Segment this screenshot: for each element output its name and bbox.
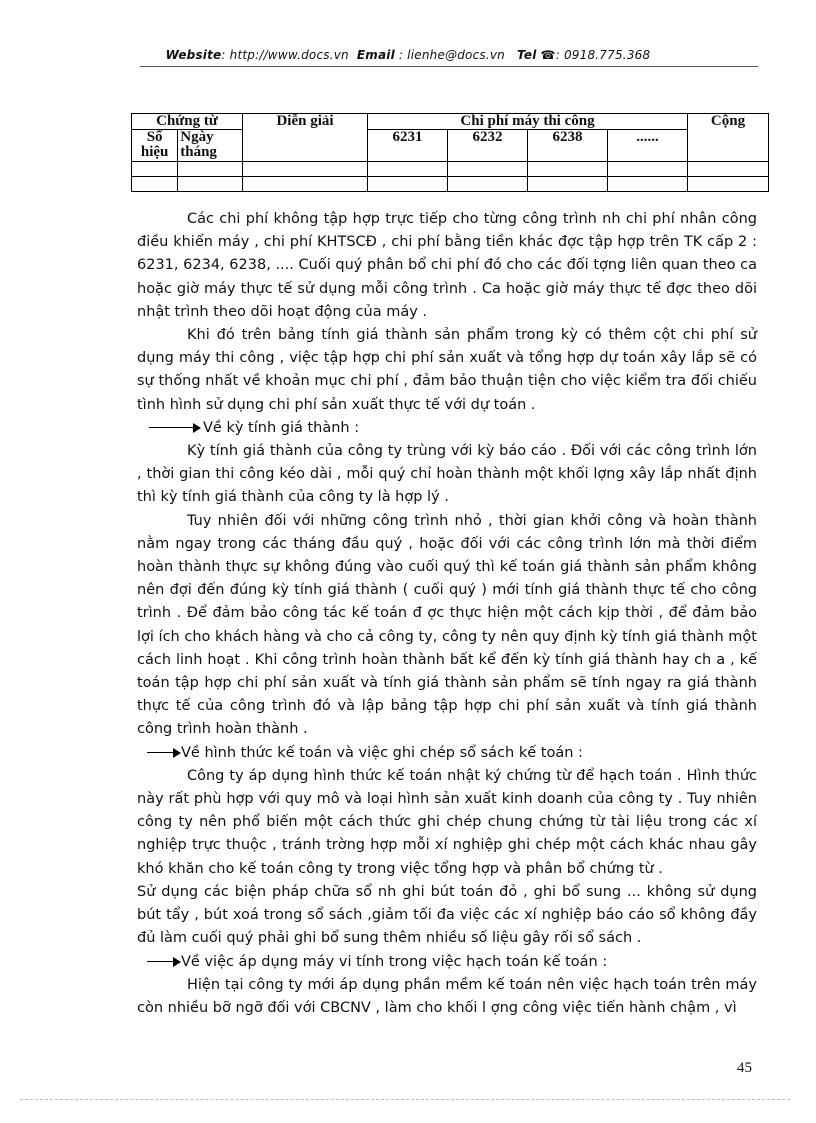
- cost-table: [131, 113, 769, 192]
- website-label: Website: [165, 48, 222, 62]
- paragraph: Các chi phí không tập hợp trực tiếp cho từng công trình nh chi phí nhân công điều khiển máy , chi phí KHTSCĐ , chi phí bằng tiền khác đợc tập hợp trên TK cấp 2 : 6231, 6234, 6238, .... Cuối quý phân bổ chi phí đó cho các đối tợng liên quan theo ca hoặc giờ máy thực tế sử dụng mỗi công trình . Ca hoặc giờ máy thực tế đợc theo dõi nhật trình theo dõi hoạt động của máy .: [137, 211, 757, 320]
- email-value: : lienhe@docs.vn: [398, 48, 505, 62]
- header-6238: 6238: [528, 130, 608, 162]
- tel-value: : 0918.775.368: [555, 48, 651, 62]
- table-row: [132, 162, 769, 177]
- section-heading-ky-tinh-gia-thanh: [137, 417, 757, 440]
- header-chung-tu: Chứng từ: [132, 114, 243, 130]
- header-cong: Cộng: [688, 114, 769, 162]
- section-heading-text: Về việc áp dụng máy vi tính trong việc hạch toán kế toán :: [181, 953, 608, 970]
- paragraph: Hiện tại công ty mới áp dụng phần mềm kế toán nên việc hạch toán trên máy còn nhiều bỡ ngỡ đối với CBCNV , làm cho khối l ợng công việc tiến hành chậm , vì: [137, 976, 757, 1016]
- header-6231: 6231: [368, 130, 448, 162]
- header-6232: 6232: [448, 130, 528, 162]
- header-ngay-thang: Ngày tháng: [178, 130, 243, 162]
- header-so-hieu: Số hiệu: [132, 130, 178, 162]
- section-heading-hinh-thuc-ke-toan: [137, 742, 757, 765]
- arrow-right-icon: [147, 957, 181, 967]
- header-rule: [140, 66, 758, 67]
- arrow-right-icon: [147, 748, 181, 758]
- section-heading-text: Về kỳ tính giá thành :: [203, 419, 360, 436]
- section-heading-text: Về hình thức kế toán và việc ghi chép sổ sách kế toán :: [181, 744, 583, 761]
- paragraph: Sử dụng các biện pháp chữa sổ nh ghi bút toán đỏ , ghi bổ sung ... không sử dụng bút tẩy , bút xoá trong sổ sách ,giảm tối đa việc các xí nghiệp báo cáo sổ không đầy đủ làm cuối quý phải ghi bổ sung thêm nhiều số liệu gây rối sổ sách .: [137, 883, 757, 947]
- table-row: [132, 177, 769, 192]
- document-body: [137, 208, 757, 1020]
- header-chi-phi: Chi phí máy thi công: [368, 114, 688, 130]
- paragraph: Tuy nhiên đối với những công trình nhỏ , thời gian khởi công và hoàn thành nằm ngay trong các tháng đầu quý , hoặc đối với các công trình lớn mà thời điểm hoàn thành thực sự không đúng vào cuối quý thì kế toán giá thành sản phẩm không nên đợi đến đúng kỳ tính giá thành ( cuối quý ) mới tính giá thành thực tế cho công trình . Để đảm bảo công tác kế toán đ ợc thực hiện một cách kịp thời , để đảm bảo lợi ích cho khách hàng và cho cả công ty, công ty nên quy định kỳ tính giá thành một cách linh hoạt . Khi công trình hoàn thành bất kể đến kỳ tính giá thành hay ch a , kế toán tập hợp chi phí sản xuất và tính giá thành sản phẩm sẽ tính ngay ra giá thành thực tế của công trình đó và lập bảng tập hợp chi phí sản xuất và tính giá thành công trình hoàn thành .: [137, 512, 757, 738]
- tel-label: Tel: [517, 48, 537, 62]
- website-value: : http://www.docs.vn: [221, 48, 349, 62]
- footer-rule: [20, 1099, 790, 1100]
- paragraph: Khi đó trên bảng tính giá thành sản phẩm trong kỳ có thêm cột chi phí sử dụng máy thi công , việc tập hợp chi phí sản xuất và tổng hợp dự toán xây lắp sẽ có sự thống nhất về khoản mục chi phí , đảm bảo thuận tiện cho việc kiểm tra đối chiếu tình hình sử dụng chi phí sản xuất thực tế với dự toán .: [137, 327, 757, 413]
- arrow-right-icon: [149, 423, 201, 433]
- header-dien-giai: Diễn giải: [243, 114, 368, 162]
- paragraph: Kỳ tính giá thành của công ty trùng với kỳ báo cáo . Đối với các công trình lớn , thời gian thi công kéo dài , mỗi quý chỉ hoàn thành một khối lợng xây lắp nhất định thì kỳ tính giá thành của công ty là hợp lý .: [137, 443, 757, 506]
- page-number: 45: [737, 1060, 752, 1076]
- page-header: [0, 48, 816, 62]
- paragraph: Công ty áp dụng hình thức kế toán nhật ký chứng từ để hạch toán . Hình thức này rất phù hợp với quy mô và loại hình sản xuất kinh doanh của công ty . Tuy nhiên công ty nên phổ biến một cách thức ghi chép chung chứng từ tài liệu trong các xí nghiệp trực thuộc , tránh trờng hợp mỗi xí nghiệp ghi chép một cách khác nhau gây khó khăn cho kế toán công ty trong việc tổng hợp và phân bổ chứng từ .: [137, 767, 757, 877]
- table-header-row: [132, 114, 769, 130]
- section-heading-may-vi-tinh: [137, 951, 757, 974]
- email-label: Email: [356, 48, 395, 62]
- phone-icon: ☎: [540, 48, 556, 62]
- header-more: ......: [608, 130, 688, 162]
- table-subheader-row: [132, 130, 769, 162]
